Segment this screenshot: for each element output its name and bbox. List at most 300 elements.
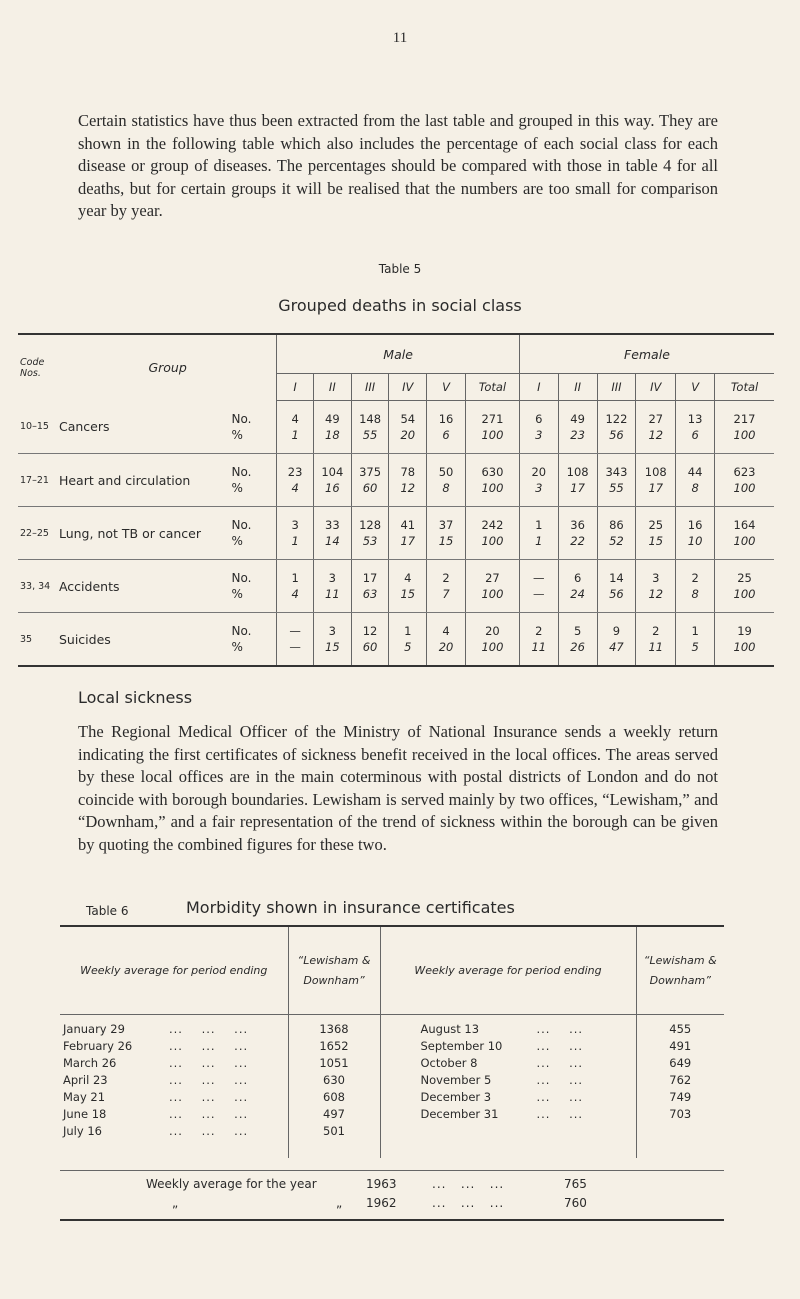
female-percent: 55 — [609, 481, 624, 495]
period-row — [421, 1038, 635, 1055]
male-value-cell — [389, 613, 427, 667]
leader-dots: ... ... ... — [432, 1177, 505, 1191]
table5-title: Grouped deaths in social class — [278, 296, 522, 315]
female-percent: 100 — [733, 481, 756, 495]
table-row — [18, 613, 774, 667]
female-percent: 56 — [609, 587, 624, 601]
male-percent: 60 — [362, 481, 378, 495]
male-percent: 6 — [442, 428, 450, 442]
table5-label: Table 5 — [378, 262, 422, 276]
female-class-header: Total — [715, 374, 774, 401]
female-header: Female — [519, 334, 774, 374]
right-period-header: Weekly average for period ending — [380, 926, 636, 1015]
female-percent: 1 — [535, 534, 543, 548]
male-percent: 1 — [291, 428, 299, 442]
male-percent: 60 — [362, 640, 378, 654]
female-class-header: IV — [636, 374, 676, 401]
table6-morbidity — [60, 925, 724, 1158]
pct-label: % — [231, 640, 243, 654]
no-label: No. — [231, 624, 252, 638]
male-count: 148 — [359, 412, 382, 426]
female-value-cell — [676, 454, 715, 507]
male-percent: 15 — [325, 640, 340, 654]
male-count: 12 — [362, 624, 378, 638]
yearly-average-summary — [60, 1170, 724, 1221]
summary-year: 1962 — [366, 1196, 397, 1210]
period-value: 762 — [669, 1073, 692, 1087]
female-percent: 10 — [687, 534, 703, 548]
pct-label: % — [231, 427, 243, 442]
female-value-cell — [636, 454, 676, 507]
female-value-cell — [558, 560, 597, 613]
leader-dots: ... ... — [536, 1107, 584, 1121]
page-number: 11 — [392, 30, 408, 46]
male-count: 37 — [438, 518, 454, 532]
male-percent: 15 — [438, 534, 454, 548]
period-value: 608 — [323, 1090, 345, 1104]
female-value-cell — [715, 560, 774, 613]
ditto-mark: „ — [172, 1196, 179, 1210]
leader-dots: ... ... — [536, 1022, 584, 1036]
group-name: Heart and circulation — [59, 454, 232, 507]
pct-label: % — [231, 587, 243, 601]
no-label: No. — [231, 465, 252, 479]
male-value-cell — [389, 507, 427, 560]
male-count: — — [289, 624, 301, 638]
male-count: 33 — [325, 518, 340, 532]
female-value-cell — [597, 507, 636, 560]
group-name: Lung, not TB or cancer — [59, 507, 232, 560]
period-value: 455 — [669, 1022, 692, 1036]
leader-dots: ... ... ... — [169, 1090, 249, 1104]
leader-dots: ... ... — [536, 1039, 584, 1053]
female-count: 2 — [691, 571, 699, 585]
male-class-header: V — [427, 374, 466, 401]
female-percent: 12 — [648, 428, 664, 442]
male-value-cell — [313, 560, 351, 613]
code-cell: 35 — [20, 633, 33, 645]
period-value: 1652 — [319, 1039, 349, 1053]
female-count: 5 — [573, 624, 582, 638]
period-label: March 26 — [63, 1056, 117, 1070]
female-value-cell — [558, 507, 597, 560]
female-percent: 26 — [570, 640, 585, 654]
left-values-column — [288, 1015, 380, 1158]
female-count: 2 — [535, 624, 543, 638]
group-header: Group — [148, 360, 187, 376]
period-row — [61, 1072, 287, 1089]
female-count: 25 — [648, 518, 664, 532]
leader-dots: ... ... ... — [432, 1196, 505, 1210]
female-percent: 11 — [531, 640, 547, 654]
female-class-header: I — [519, 374, 558, 401]
period-value: 491 — [669, 1039, 692, 1053]
table6-label: Table 6 — [86, 904, 129, 918]
male-value-cell — [351, 454, 389, 507]
male-count: 242 — [481, 518, 504, 532]
female-percent: 47 — [609, 640, 624, 654]
male-count: 3 — [328, 571, 336, 585]
male-count: 3 — [328, 624, 336, 638]
female-percent: 22 — [570, 534, 585, 548]
period-label: January 29 — [63, 1022, 125, 1036]
period-label: May 21 — [63, 1090, 106, 1104]
female-percent: 100 — [733, 587, 756, 601]
period-row — [421, 1055, 635, 1072]
female-count: 2 — [652, 624, 660, 638]
group-name: Cancers — [59, 401, 232, 454]
female-value-cell — [676, 507, 715, 560]
male-value-cell — [427, 401, 466, 454]
female-percent: 15 — [648, 534, 664, 548]
female-percent: — — [533, 587, 545, 601]
no-label: No. — [231, 411, 252, 426]
male-count: 17 — [362, 571, 378, 585]
male-count: 23 — [287, 465, 303, 479]
male-class-header: Total — [465, 374, 519, 401]
male-count: 4 — [291, 412, 299, 426]
leader-dots: ... ... ... — [169, 1022, 249, 1036]
male-value-cell — [389, 560, 427, 613]
male-percent: 5 — [404, 640, 412, 654]
male-class-header: IV — [389, 374, 427, 401]
male-count: 271 — [481, 412, 504, 426]
summary-label: Weekly average for the year — [146, 1177, 317, 1191]
local-sickness-heading: Local sickness — [78, 688, 193, 707]
male-count: 41 — [400, 518, 416, 532]
female-value-cell — [715, 613, 774, 667]
male-count: 20 — [485, 624, 500, 638]
table5-body — [18, 401, 774, 667]
period-label: November 5 — [420, 1073, 492, 1087]
male-count: 104 — [321, 465, 344, 479]
female-count: 36 — [570, 518, 585, 532]
female-count: 9 — [612, 624, 621, 638]
female-value-cell — [715, 454, 774, 507]
male-value-cell — [465, 613, 519, 667]
female-count: 1 — [535, 518, 543, 532]
female-percent: 100 — [733, 640, 756, 654]
female-count: 3 — [652, 571, 660, 585]
female-value-cell — [636, 401, 676, 454]
male-percent: 100 — [481, 481, 504, 495]
male-percent: 100 — [481, 534, 504, 548]
male-count: 630 — [481, 465, 504, 479]
male-percent: 8 — [442, 481, 450, 495]
female-value-cell — [519, 454, 558, 507]
female-percent: 17 — [648, 481, 664, 495]
female-value-cell — [597, 613, 636, 667]
leader-dots: ... ... ... — [169, 1039, 249, 1053]
male-percent: 55 — [362, 428, 378, 442]
female-class-header: III — [597, 374, 636, 401]
right-periods-column — [380, 1015, 636, 1158]
code-cell: 33, 34 — [18, 560, 59, 613]
summary-row-1962 — [60, 1194, 724, 1213]
code-nos-header: Code Nos. — [20, 356, 45, 379]
female-value-cell — [519, 560, 558, 613]
male-count: 78 — [400, 465, 416, 479]
male-value-cell — [313, 613, 351, 667]
intro-paragraph: Certain statistics have thus been extracted from the last table and grouped in this way. They are shown in the following table which also includes the percentage of each social class for each disease or group of diseases. The percentages should be compared with those in table 4 for all deaths, but for certain groups it will be realised that the numbers are too small for comparison year by year. — [78, 111, 718, 220]
summary-year: 1963 — [366, 1177, 397, 1191]
male-value-cell — [351, 613, 389, 667]
female-count: 14 — [609, 571, 624, 585]
left-periods-column — [60, 1015, 288, 1158]
female-count: 86 — [609, 518, 624, 532]
male-percent: 100 — [481, 640, 504, 654]
period-row — [421, 1089, 635, 1106]
male-value-cell — [427, 454, 466, 507]
code-cell: 10–15 — [18, 401, 59, 454]
male-value-cell — [351, 401, 389, 454]
male-value-cell — [277, 454, 314, 507]
period-value: 703 — [669, 1107, 692, 1121]
ditto-mark: „ — [336, 1196, 343, 1210]
leader-dots: ... ... — [536, 1090, 584, 1104]
male-class-header: II — [313, 374, 351, 401]
leader-dots: ... ... ... — [169, 1073, 249, 1087]
female-percent: 24 — [570, 587, 585, 601]
period-value: 497 — [323, 1107, 345, 1121]
period-row — [61, 1055, 287, 1072]
male-percent: 53 — [362, 534, 378, 548]
right-value-header: “Lewisham & Downham” — [636, 926, 724, 1015]
female-count: 20 — [531, 465, 547, 479]
male-percent: 17 — [400, 534, 416, 548]
male-value-cell — [277, 401, 314, 454]
male-value-cell — [465, 401, 519, 454]
female-count: — — [533, 571, 545, 585]
male-value-cell — [277, 507, 314, 560]
period-label: June 18 — [63, 1107, 107, 1121]
left-value-header: “Lewisham & Downham” — [288, 926, 380, 1015]
female-count: 27 — [648, 412, 664, 426]
female-percent: 52 — [609, 534, 624, 548]
female-percent: 11 — [648, 640, 664, 654]
male-value-cell — [351, 560, 389, 613]
female-percent: 3 — [535, 481, 543, 495]
female-class-header: II — [558, 374, 597, 401]
male-value-cell — [427, 560, 466, 613]
row-label-cell — [232, 560, 277, 613]
male-percent: 4 — [291, 481, 299, 495]
female-count: 164 — [733, 518, 756, 532]
male-value-cell — [465, 507, 519, 560]
female-count: 122 — [605, 412, 628, 426]
left-period-header: Weekly average for period ending — [60, 926, 288, 1015]
period-label: September 10 — [420, 1039, 503, 1053]
period-value: 630 — [323, 1073, 345, 1087]
period-value: 1051 — [319, 1056, 349, 1070]
female-count: 6 — [573, 571, 582, 585]
male-percent: 14 — [325, 534, 340, 548]
period-label: February 26 — [63, 1039, 133, 1053]
female-percent: 100 — [733, 428, 756, 442]
male-percent: 12 — [400, 481, 416, 495]
female-value-cell — [715, 507, 774, 560]
group-name: Accidents — [59, 560, 232, 613]
female-value-cell — [676, 613, 715, 667]
male-percent: 100 — [481, 428, 504, 442]
male-count: 1 — [404, 624, 412, 638]
period-row — [421, 1021, 635, 1038]
period-label: July 16 — [63, 1124, 102, 1138]
male-value-cell — [465, 560, 519, 613]
male-percent: — — [289, 640, 301, 654]
female-count: 108 — [566, 465, 589, 479]
male-count: 54 — [400, 412, 416, 426]
male-value-cell — [427, 507, 466, 560]
female-value-cell — [676, 401, 715, 454]
period-label: August 13 — [420, 1022, 480, 1036]
period-row — [61, 1123, 287, 1140]
period-row — [61, 1038, 287, 1055]
row-label-cell — [232, 454, 277, 507]
female-value-cell — [519, 401, 558, 454]
male-count: 49 — [325, 412, 340, 426]
local-sickness-paragraph: The Regional Medical Officer of the Ministry of National Insurance sends a weekly return indicating the first certificates of sickness benefit received in the local offices. The areas served by these local offices are in the main coterminous with postal districts of London and do not coincide with borough boundaries. Lewisham is served mainly by two offices, “Lewisham,” and “Downham,” and a fair representation of the trend of sickness within the borough can be given by quoting the combined figures for these two. — [78, 722, 718, 854]
male-value-cell — [313, 507, 351, 560]
male-percent: 20 — [400, 428, 416, 442]
leader-dots: ... ... — [536, 1073, 584, 1087]
leader-dots: ... ... ... — [169, 1107, 249, 1121]
summary-value: 765 — [564, 1177, 587, 1191]
period-label: October 8 — [420, 1056, 478, 1070]
table-row — [18, 507, 774, 560]
male-value-cell — [313, 454, 351, 507]
female-class-header: V — [676, 374, 715, 401]
male-value-cell — [313, 401, 351, 454]
female-count: 49 — [570, 412, 585, 426]
male-value-cell — [351, 507, 389, 560]
male-count: 16 — [438, 412, 454, 426]
female-value-cell — [636, 613, 676, 667]
female-count: 25 — [737, 571, 752, 585]
female-count: 343 — [605, 465, 628, 479]
male-count: 50 — [438, 465, 454, 479]
female-count: 623 — [733, 465, 756, 479]
period-row — [421, 1072, 635, 1089]
period-label: December 31 — [420, 1107, 499, 1121]
pct-label: % — [231, 481, 243, 495]
female-percent: 17 — [570, 481, 585, 495]
no-label: No. — [231, 571, 252, 585]
male-value-cell — [389, 401, 427, 454]
leader-dots: ... ... ... — [169, 1056, 249, 1070]
period-value: 1368 — [319, 1022, 349, 1036]
table-row — [18, 560, 774, 613]
period-label: April 23 — [63, 1073, 108, 1087]
row-label-cell — [232, 507, 277, 560]
female-value-cell — [597, 454, 636, 507]
leader-dots: ... ... — [536, 1056, 584, 1070]
female-value-cell — [519, 613, 558, 667]
period-value: 501 — [323, 1124, 345, 1138]
female-percent: 6 — [691, 428, 699, 442]
code-cell: 17–21 — [18, 454, 59, 507]
female-value-cell — [597, 560, 636, 613]
female-percent: 8 — [691, 587, 699, 601]
male-percent: 4 — [291, 587, 299, 601]
row-label-cell — [232, 401, 277, 454]
table6-title: Morbidity shown in insurance certificates — [186, 898, 515, 917]
female-value-cell — [715, 401, 774, 454]
male-percent: 7 — [442, 587, 450, 601]
female-percent: 8 — [691, 481, 699, 495]
period-row — [61, 1021, 287, 1038]
male-percent: 18 — [325, 428, 340, 442]
male-percent: 20 — [438, 640, 454, 654]
female-count: 19 — [737, 624, 752, 638]
male-value-cell — [389, 454, 427, 507]
female-count: 6 — [535, 412, 543, 426]
period-row — [61, 1106, 287, 1123]
female-percent: 23 — [570, 428, 585, 442]
male-count: 4 — [442, 624, 450, 638]
period-label: December 3 — [420, 1090, 492, 1104]
male-count: 1 — [291, 571, 299, 585]
female-value-cell — [558, 454, 597, 507]
female-value-cell — [558, 613, 597, 667]
male-percent: 11 — [325, 587, 340, 601]
leader-dots: ... ... ... — [169, 1124, 249, 1138]
male-class-header: I — [277, 374, 314, 401]
female-count: 16 — [687, 518, 703, 532]
male-count: 3 — [291, 518, 299, 532]
male-percent: 16 — [325, 481, 340, 495]
female-value-cell — [636, 507, 676, 560]
male-count: 4 — [404, 571, 412, 585]
female-percent: 56 — [609, 428, 624, 442]
female-percent: 3 — [535, 428, 543, 442]
female-value-cell — [636, 560, 676, 613]
male-value-cell — [277, 560, 314, 613]
male-class-header: III — [351, 374, 389, 401]
code-cell: 22–25 — [18, 507, 59, 560]
table-row — [18, 401, 774, 454]
no-label: No. — [231, 518, 252, 532]
row-label-cell — [232, 613, 277, 667]
female-percent: 5 — [691, 640, 699, 654]
period-value: 749 — [669, 1090, 692, 1104]
male-count: 27 — [485, 571, 500, 585]
female-value-cell — [519, 507, 558, 560]
female-value-cell — [558, 401, 597, 454]
group-name: Suicides — [58, 631, 111, 647]
summary-row-1963 — [60, 1175, 724, 1194]
female-percent: 12 — [648, 587, 664, 601]
male-percent: 63 — [362, 587, 378, 601]
table5-grouped-deaths — [18, 333, 774, 667]
male-value-cell — [277, 613, 314, 667]
male-header: Male — [277, 334, 520, 374]
female-value-cell — [597, 401, 636, 454]
male-percent: 100 — [481, 587, 504, 601]
male-count: 2 — [442, 571, 450, 585]
female-value-cell — [676, 560, 715, 613]
female-count: 217 — [733, 412, 756, 426]
male-value-cell — [427, 613, 466, 667]
female-percent: 100 — [733, 534, 756, 548]
male-value-cell — [465, 454, 519, 507]
pct-label: % — [231, 534, 243, 548]
male-percent: 15 — [400, 587, 416, 601]
period-value: 649 — [669, 1056, 692, 1070]
female-count: 13 — [687, 412, 703, 426]
male-count: 128 — [359, 518, 382, 532]
right-values-column — [636, 1015, 724, 1158]
